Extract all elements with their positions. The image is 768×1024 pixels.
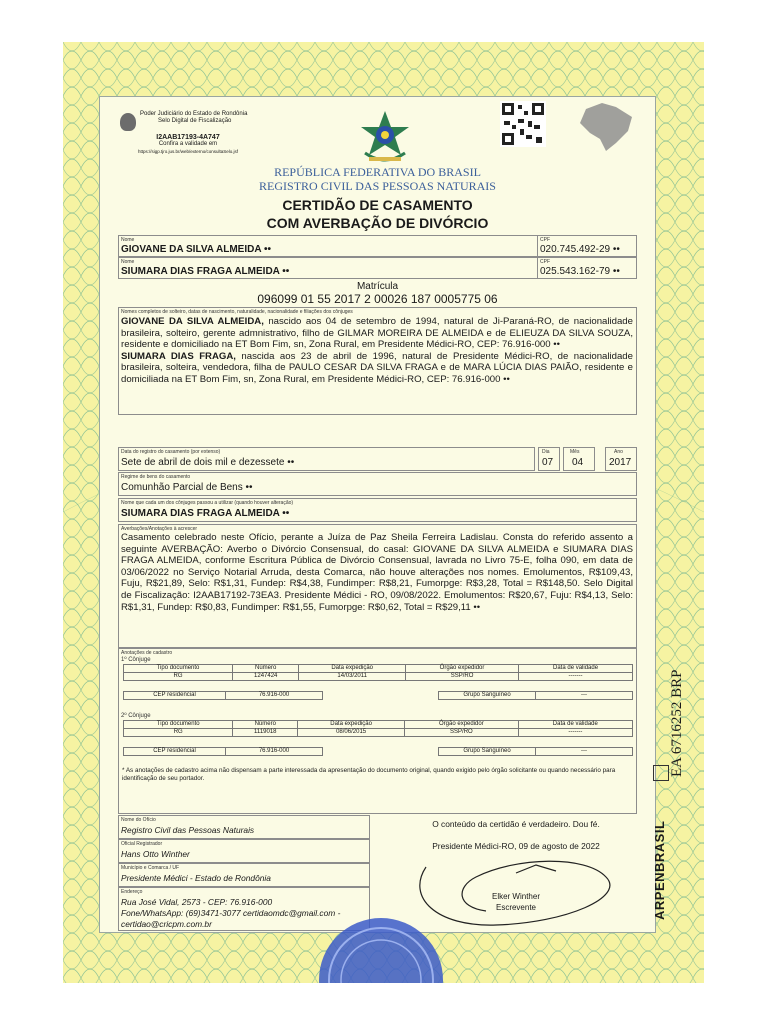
- registry-footnote: * As anotações de cadastro acima não dispensam a parte interessada da apresentação do documento original, quando exigido pelo órgão solicitante ou quando necessário para identificação de seu portador.: [122, 767, 616, 782]
- qr-code-icon: [500, 101, 546, 147]
- arpen-brasil-logo: ARPENBRASIL: [652, 820, 667, 920]
- property-regime-field: Regime de bens do casamento Comunhão Parcial de Bens ••: [118, 472, 637, 496]
- adopted-name-field: Nome que cada um dos cônjuges passou a utilizar (quando houver alteração) SIUMARA DIAS FRAGA ALMEIDA ••: [118, 498, 637, 522]
- seal-line1: Poder Judiciário do Estado de Rondônia: [140, 111, 248, 117]
- coat-of-arms-icon: [120, 113, 136, 131]
- marriage-month: 04: [572, 457, 584, 468]
- matricula-label: Matrícula: [356, 281, 399, 292]
- marriage-month-field: Mês 04: [563, 447, 595, 471]
- city-name: Presidente Médici - Estado de Rondônia: [121, 873, 271, 883]
- spouse2-name: SIUMARA DIAS FRAGA ALMEIDA ••: [121, 266, 290, 277]
- marriage-year-field: Ano 2017: [605, 447, 637, 471]
- matricula-number: 096099 01 55 2017 2 00026 187 0005775 06: [257, 292, 498, 306]
- seal-url: https://sigp.tjro.jus.br/web/externo/consultaSelo.jsf: [137, 149, 239, 154]
- marriage-date-text: Sete de abril de dois mil e dezessete ••: [121, 457, 295, 468]
- signer-role: Escrevente: [495, 903, 537, 912]
- republic-heading: REPÚBLICA FEDERATIVA DO BRASIL: [274, 165, 481, 179]
- certificate-title: CERTIDÃO DE CASAMENTO: [282, 197, 473, 213]
- spouse2-cpf: 025.543.162-79 ••: [540, 266, 620, 277]
- brazil-coat-of-arms-icon: [355, 109, 415, 167]
- address-line3: certidao@cricpm.com.br: [121, 919, 212, 929]
- spouse1-document-table: [123, 664, 633, 681]
- spouses-details-text: [121, 316, 633, 386]
- spouse2-detail-text: nascida aos 23 de abril de 1996, natural de Presidente Médici-RO, de nacionalidade brasileira, solteira, vendedora, filha de PAULO CESAR DA SILVA FRAGA e de MARA LÚCIA DIAS PAIÃO, residente e domiciliada na ET Bom Fim, sn, Zona Rural, em Presidente Médici-RO, CEP: 76.916-000 ••: [121, 350, 633, 385]
- spouse2-detail-name: SIUMARA DIAS FRAGA,: [121, 350, 236, 362]
- office-name-field: Nome do Ofício Registro Civil das Pessoas Naturais: [118, 815, 370, 839]
- spouse1-detail-text: nascido aos 04 de setembro de 1994, natural de Ji-Paraná-RO, de nacionalidade brasileira, solteiro, gerente admnistrativo, filho de GILMAR MOREIRA DE ALMEIDA e de ELIEUZA DA SILVA SOUZA, residente e domiciliado na ET Bom Fim, sn, Zona Rural, em Presidente Médici-RO, CEP: 76.916-000 ••: [121, 316, 633, 351]
- spouse1-cpf: 020.745.492-29 ••: [540, 244, 620, 255]
- spouse1-cpf-field: CPF 020.745.492-29 ••: [537, 235, 637, 257]
- office-name: Registro Civil das Pessoas Naturais: [121, 825, 255, 835]
- officer-name: Hans Otto Winther: [121, 849, 190, 859]
- spouse1-name: GIOVANE DA SILVA ALMEIDA ••: [121, 244, 271, 255]
- address-field: Endereço Rua José Vidal, 2573 - CEP: 76.916-000 Fone/WhatsApp: (69)3471-3077 certidaomdc@gmail.com - certidao@cricpm.com.br: [118, 887, 370, 931]
- table-header-row: Tipo documento Número Data expedição Órgão expedidor Data de validade: [124, 665, 633, 673]
- adopted-name: SIUMARA DIAS FRAGA ALMEIDA ••: [121, 508, 290, 519]
- digital-seal: [118, 111, 258, 155]
- seal-code: I2AAB17193-4A747: [156, 134, 220, 141]
- certificate-paper: [63, 42, 704, 983]
- spouse2-cpf-field: CPF 025.543.162-79 ••: [537, 257, 637, 279]
- marriage-day-field: Dia 07: [538, 447, 560, 471]
- certificate-subtitle: COM AVERBAÇÃO DE DIVÓRCIO: [266, 215, 489, 231]
- marriage-day: 07: [542, 457, 554, 468]
- serial-number: EA 6716252 BRP: [669, 669, 685, 777]
- certificate-body: [99, 96, 656, 933]
- registry-heading: REGISTRO CIVIL DAS PESSOAS NATURAIS: [259, 179, 496, 193]
- spouse1-section-label: 1º Cônjuge: [121, 657, 151, 663]
- officer-field: Oficial Registrador Hans Otto Winther: [118, 839, 370, 863]
- address-line2: Fone/WhatsApp: (69)3471-3077 certidaomdc@gmail.com -: [121, 908, 341, 918]
- registry-notes-field: Anotações de cadastro 1º Cônjuge Tipo documento Número Data expedição Órgão expedidor Data de validade RG 1247424 14/03/2011 SSP/RO ------- CEP residencial 76.916-000 Grupo Sanguíneo --- 2º Cônjuge Tipo documento Número Data expedição Órgão expedidor Data de validade RG 1119018 08/06/2015 SSP/RO ------- CEP residencial 76.916-000 Grupo Sanguíneo --- * As anotações de cadastro acima não dispensam a parte interessada da apresentação do documento original, quando exigido pelo órgão solicitante ou quando necessário para identificação de seu portador.: [118, 648, 637, 814]
- spouse1-detail-name: GIOVANE DA SILVA ALMEIDA,: [121, 316, 264, 327]
- seal-line2: Selo Digital de Fiscalização: [158, 118, 232, 124]
- place-date-text: Presidente Médici-RO, 09 de agosto de 2022: [432, 841, 600, 851]
- table-row: RG 1119018 08/06/2015 SSP/RO -------: [124, 729, 633, 737]
- seal-confirm: Confira a validade em: [158, 141, 218, 147]
- blue-relief-seal-icon: [311, 910, 451, 983]
- spouse2-document-table: [123, 720, 633, 737]
- spouse2-name-field: Nome SIUMARA DIAS FRAGA ALMEIDA ••: [118, 257, 538, 279]
- address-line1: Rua José Vidal, 2573 - CEP: 76.916-000: [121, 897, 273, 907]
- spouses-details-field: Nomes completos de solteiro, datas de nascimento, naturalidade, nacionalidade e filiações dos cônjuges GIOVANE DA SILVA ALMEIDA, nascido aos 04 de setembro de 1994, natural de Ji-Paraná-RO, de nacionalidade brasileira, solteiro, gerente admnistrativo, filho de GILMAR MOREIRA DE ALMEIDA e de ELIEUZA DA SILVA SOUZA, residente e domiciliado na ET Bom Fim, sn, Zona Rural, em Presidente Médici-RO, CEP: 76.916-000 •• SIUMARA DIAS FRAGA, nascida aos 23 de abril de 1996, natural de Presidente Médici-RO, de nacionalidade brasileira, solteira, vendedora, filha de PAULO CESAR DA SILVA FRAGA e de MARA LÚCIA DIAS PAIÃO, residente e domiciliada na ET Bom Fim, sn, Zona Rural, em Presidente Médici-RO, CEP: 76.916-000 ••: [118, 307, 637, 415]
- spouse1-cep-table: [123, 691, 633, 700]
- table-header-row: Tipo documento Número Data expedição Órgão expedidor Data de validade: [124, 721, 633, 729]
- marriage-year: 2017: [609, 457, 632, 468]
- marriage-date-field: Data do registro do casamento (por extenso) Sete de abril de dois mil e dezessete ••: [118, 447, 535, 471]
- city-field: Município e Comarca / UF Presidente Médici - Estado de Rondônia: [118, 863, 370, 887]
- brazil-map-icon: [576, 99, 636, 153]
- spouse2-section-label: 2º Cônjuge: [121, 713, 151, 719]
- table-row: CEP residencial 76.916-000 Grupo Sanguíneo ---: [124, 692, 633, 700]
- house-logo-icon: [653, 765, 669, 781]
- spouse1-name-field: Nome GIOVANE DA SILVA ALMEIDA ••: [118, 235, 538, 257]
- signer-name: Elker Winther: [491, 892, 540, 901]
- annotations-field: Averbações/Anotações à acrescer Casamento celebrado neste Ofício, perante a Juíza de Paz Sheila Ferreira Ladislau. Consta do referido assento a seguinte AVERBAÇÃO: Averbo o Divórcio Consensual, do casal: GIOVANE DA SILVA ALMEIDA e SIUMARA DIAS FRAGA ALMEIDA, conforme Escritura Pública de Divórcio Consensual, lavrada no Livro 75-E, folha 090, em data de 03/06/2022 no Serviço Notarial Arruda, desta Comarca, não houve alterações nos nomes. Emolumentos, R$109,43, Fuju, R$21,89, Selo: R$1,31, Fundep: R$4,38, Fundimper: R$8,21, Fumorpge: R$3,28, Total = R$148,50. Selo Digital de Fiscalização: I2AAB17192-73EA3. Presidente Médici - RO, 09/08/2022. Emolumentos: R$20,67, Fuju: R$4,13, Selo: R$1,31, Fundep: R$0,83, Fundimper: R$1,55, Fumorpge: R$0,62, Total = R$29,11 ••: [118, 524, 637, 648]
- spouse2-cep-table: [123, 747, 633, 756]
- annotations-text: Casamento celebrado neste Ofício, perante a Juíza de Paz Sheila Ferreira Ladislau. Consta do referido assento a seguinte AVERBAÇÃO: Averbo o Divórcio Consensual, do casal: GIOVANE DA SILVA ALMEIDA e SIUMARA DIAS FRAGA ALMEIDA, conforme Escritura Pública de Divórcio Consensual, lavrada no Livro 75-E, folha 090, em data de 03/06/2022 no Serviço Notarial Arruda, desta Comarca, não houve alterações nos nomes. Emolumentos, R$109,43, Fuju, R$21,89, Selo: R$1,31, Fundep: R$4,38, Fundimper: R$8,21, Fumorpge: R$3,28, Total = R$148,50. Selo Digital de Fiscalização: I2AAB17192-73EA3. Presidente Médici - RO, 09/08/2022. Emolumentos: R$20,67, Fuju: R$4,13, Selo: R$1,31, Fundep: R$0,83, Fundimper: R$1,55, Fumorpge: R$0,62, Total = R$29,11 ••: [121, 532, 633, 613]
- table-row: CEP residencial 76.916-000 Grupo Sanguíneo ---: [124, 748, 633, 756]
- property-regime: Comunhão Parcial de Bens ••: [121, 482, 253, 493]
- attestation-text: O conteúdo da certidão é verdadeiro. Dou fé.: [432, 819, 600, 829]
- table-row: RG 1247424 14/03/2011 SSP/RO -------: [124, 673, 633, 681]
